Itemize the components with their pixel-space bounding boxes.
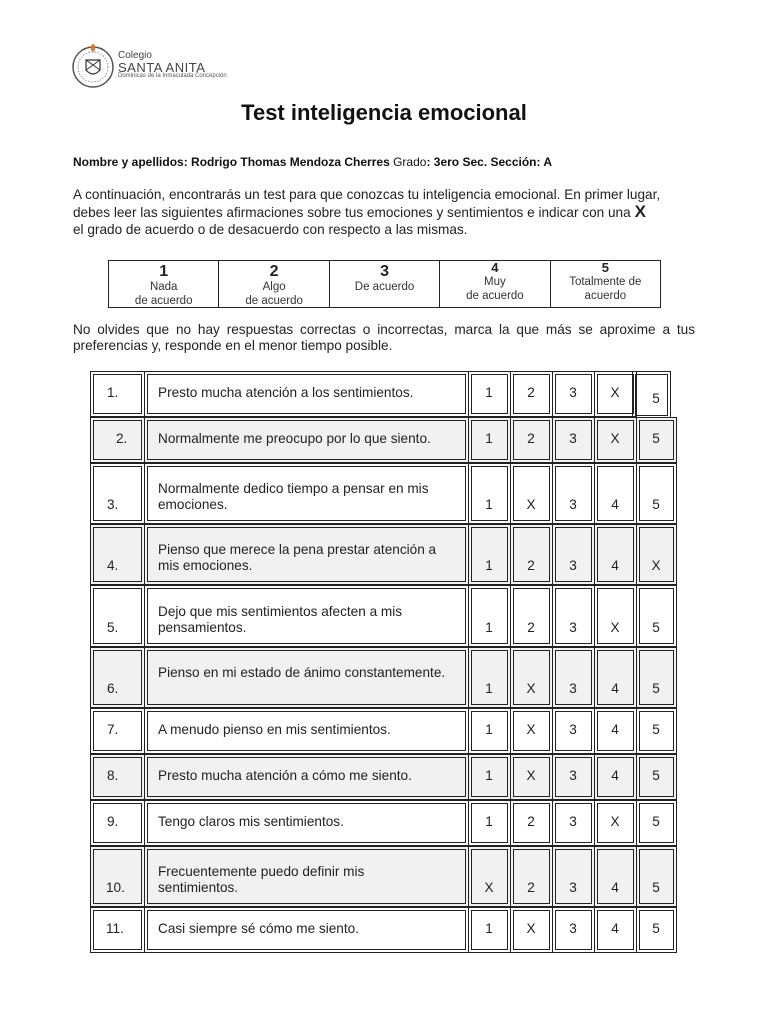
question-row <box>90 371 676 417</box>
option-value: 4 <box>611 921 619 936</box>
option-value: 3 <box>569 814 577 829</box>
scale-number: 1 <box>159 263 169 280</box>
scale-number: 5 <box>601 260 609 275</box>
question-text: Pienso en mi estado de ánimo constantemente. <box>158 665 446 680</box>
option-value: 1 <box>485 768 493 783</box>
intro-mark: X <box>634 202 646 221</box>
option-value: 3 <box>569 431 577 446</box>
option-value: 3 <box>569 768 577 783</box>
option-cell <box>636 585 677 647</box>
selected-option: X <box>526 768 536 783</box>
scale-legend-table <box>108 260 661 308</box>
option-value: 5 <box>652 681 660 696</box>
option-value: 4 <box>611 880 619 895</box>
option-cell <box>552 585 595 647</box>
option-value: 5 <box>652 814 660 829</box>
option-cell <box>636 463 677 524</box>
option-value: 2 <box>527 558 535 573</box>
question-text: Normalmente dedico tiempo a pensar en mis emociones. <box>158 481 429 512</box>
option-cell <box>468 647 511 708</box>
question-row <box>90 800 676 846</box>
scale-cell-4 <box>440 261 550 307</box>
scale-label: acuerdo <box>584 290 627 302</box>
option-cell <box>510 846 553 907</box>
number-cell <box>90 463 145 524</box>
option-value: 5 <box>652 722 660 737</box>
option-value: 1 <box>485 620 493 635</box>
school-logo <box>70 42 230 88</box>
number-cell <box>90 846 145 907</box>
question-text: Frecuentemente puedo definir mis sentimientos. <box>158 864 365 895</box>
scale-label: de acuerdo <box>466 290 524 302</box>
option-cell <box>594 463 637 524</box>
selected-option: X <box>610 385 620 400</box>
option-cell <box>552 846 595 907</box>
question-text: Presto mucha atención a cómo me siento. <box>158 768 412 783</box>
number-cell <box>90 585 145 647</box>
selected-option: X <box>610 814 620 829</box>
option-cell <box>594 647 637 708</box>
intro-text-end: el grado de acuerdo o de desacuerdo con respecto a las mismas. <box>73 222 468 237</box>
question-row <box>90 708 676 754</box>
option-value: 4 <box>611 722 619 737</box>
question-number: 8. <box>107 768 119 783</box>
question-text: Dejo que mis sentimientos afecten a mis pensamientos. <box>158 604 403 635</box>
question-number: 11. <box>106 921 124 936</box>
school-seal-icon <box>70 42 116 88</box>
selected-option: X <box>526 497 536 512</box>
student-info <box>73 155 552 169</box>
option-value: 3 <box>569 880 577 895</box>
grade-label: Grado <box>393 155 427 169</box>
option-value: 2 <box>527 431 535 446</box>
option-cell <box>510 647 553 708</box>
option-cell <box>636 524 677 585</box>
question-number: 4. <box>107 558 119 573</box>
question-text: Tengo claros mis sentimientos. <box>158 814 344 829</box>
instructions-note: No olvides que no hay respuestas correctas o incorrectas, marca la que más se aproxime a tus preferencias y, responde en el menor tiempo posible. <box>73 322 695 353</box>
scale-label: de acuerdo <box>134 295 193 307</box>
selected-option: X <box>526 722 536 737</box>
option-value: 4 <box>611 681 619 696</box>
intro-paragraph <box>73 186 695 238</box>
option-value: 2 <box>527 385 535 400</box>
option-value: 3 <box>569 722 577 737</box>
scale-cell-3 <box>330 261 440 307</box>
scale-label: Muy <box>484 276 506 288</box>
option-cell <box>636 647 677 708</box>
selected-option: X <box>610 431 620 446</box>
scale-number: 4 <box>491 260 499 275</box>
option-value: 1 <box>485 431 493 446</box>
option-value: 5 <box>652 880 660 895</box>
question-number: 7. <box>107 722 119 737</box>
selected-option: X <box>526 921 536 936</box>
option-cell <box>510 463 553 524</box>
scale-label: Nada <box>149 281 178 293</box>
question-number: 10. <box>106 880 125 895</box>
option-cell <box>468 585 511 647</box>
option-value: 5 <box>652 768 660 783</box>
option-value: 5 <box>652 921 660 936</box>
selected-option: X <box>526 681 536 696</box>
option-value: 1 <box>485 681 493 696</box>
option-value: 2 <box>527 814 535 829</box>
question-number: 3. <box>107 497 119 512</box>
intro-text: A continuación, encontrarás un test para que conozcas tu inteligencia emocional. En primer lugar, debes leer las siguientes afirmaciones sobre tus emociones y sentimientos e indicar con una <box>73 187 661 220</box>
question-row <box>90 647 676 708</box>
question-text: A menudo pienso en mis sentimientos. <box>158 722 391 737</box>
page-title: Test inteligencia emocional <box>241 100 527 125</box>
option-cell <box>510 524 553 585</box>
question-row <box>90 754 676 800</box>
question-number: 6. <box>107 681 119 696</box>
scale-label: de acuerdo <box>245 295 303 307</box>
option-value: 1 <box>485 558 493 573</box>
option-value: 5 <box>652 497 660 512</box>
question-text: Casi siempre sé cómo me siento. <box>158 921 359 936</box>
number-cell <box>90 524 145 585</box>
option-cell <box>552 463 595 524</box>
question-number: 9. <box>107 814 119 829</box>
option-value: 1 <box>485 497 493 512</box>
option-cell <box>468 463 511 524</box>
question-number: 2. <box>116 431 128 446</box>
question-row <box>90 907 676 953</box>
option-value: 3 <box>569 558 577 573</box>
question-text: Presto mucha atención a los sentimientos. <box>158 385 414 400</box>
selected-option: X <box>610 620 620 635</box>
option-value: 2 <box>527 620 535 635</box>
selected-option: X <box>651 558 661 573</box>
scale-label: De acuerdo <box>354 281 415 293</box>
option-value: 1 <box>485 722 493 737</box>
option-value: 4 <box>611 768 619 783</box>
option-cell <box>510 585 553 647</box>
option-value: 1 <box>485 814 493 829</box>
logo-line-2: SANTA ANITA <box>118 60 206 75</box>
question-row <box>90 846 676 907</box>
question-number: 1. <box>107 385 119 400</box>
question-row <box>90 463 676 524</box>
option-value: 3 <box>569 681 577 696</box>
option-cell <box>636 846 677 907</box>
option-value: 2 <box>527 880 535 895</box>
selected-option: X <box>484 880 494 895</box>
option-cell <box>468 524 511 585</box>
scale-cell-2 <box>219 261 329 307</box>
scale-cell-1 <box>109 261 219 307</box>
option-value: 3 <box>569 497 577 512</box>
option-value: 4 <box>611 558 619 573</box>
option-cell <box>594 846 637 907</box>
option-value: 5 <box>652 620 660 635</box>
option-value: 3 <box>569 620 577 635</box>
name-label: Nombre y apellidos: <box>73 155 188 169</box>
question-row <box>90 417 676 463</box>
option-value: 5 <box>652 391 660 406</box>
scale-number: 2 <box>269 263 279 280</box>
option-value: 1 <box>485 921 493 936</box>
number-cell <box>90 647 145 708</box>
option-value: 4 <box>611 497 619 512</box>
questions-table <box>90 371 676 955</box>
question-row <box>90 585 676 647</box>
option-cell <box>552 647 595 708</box>
scale-label: Algo <box>262 281 286 293</box>
option-value: 5 <box>652 431 660 446</box>
grade-value: : 3ero Sec. Sección: A <box>426 155 553 169</box>
option-cell <box>552 524 595 585</box>
scale-number: 3 <box>380 263 389 280</box>
option-cell <box>468 846 511 907</box>
question-text: Normalmente me preocupo por lo que siento. <box>158 431 431 446</box>
scale-label: Totalmente de <box>569 276 642 288</box>
logo-line-1: Colegio <box>118 50 152 61</box>
question-text: Pienso que merece la pena prestar atención a mis emociones. <box>158 542 437 573</box>
option-cell <box>594 524 637 585</box>
option-cell <box>594 585 637 647</box>
option-value: 3 <box>569 921 577 936</box>
question-number: 5. <box>107 620 119 635</box>
scale-cell-5 <box>551 261 660 307</box>
option-value: 1 <box>485 385 493 400</box>
question-row <box>90 524 676 585</box>
logo-line-3: Dominicas de la Inmaculada Concepción <box>118 73 227 79</box>
option-value: 3 <box>569 385 577 400</box>
name-value: Rodrigo Thomas Mendoza Cherres <box>191 155 390 169</box>
